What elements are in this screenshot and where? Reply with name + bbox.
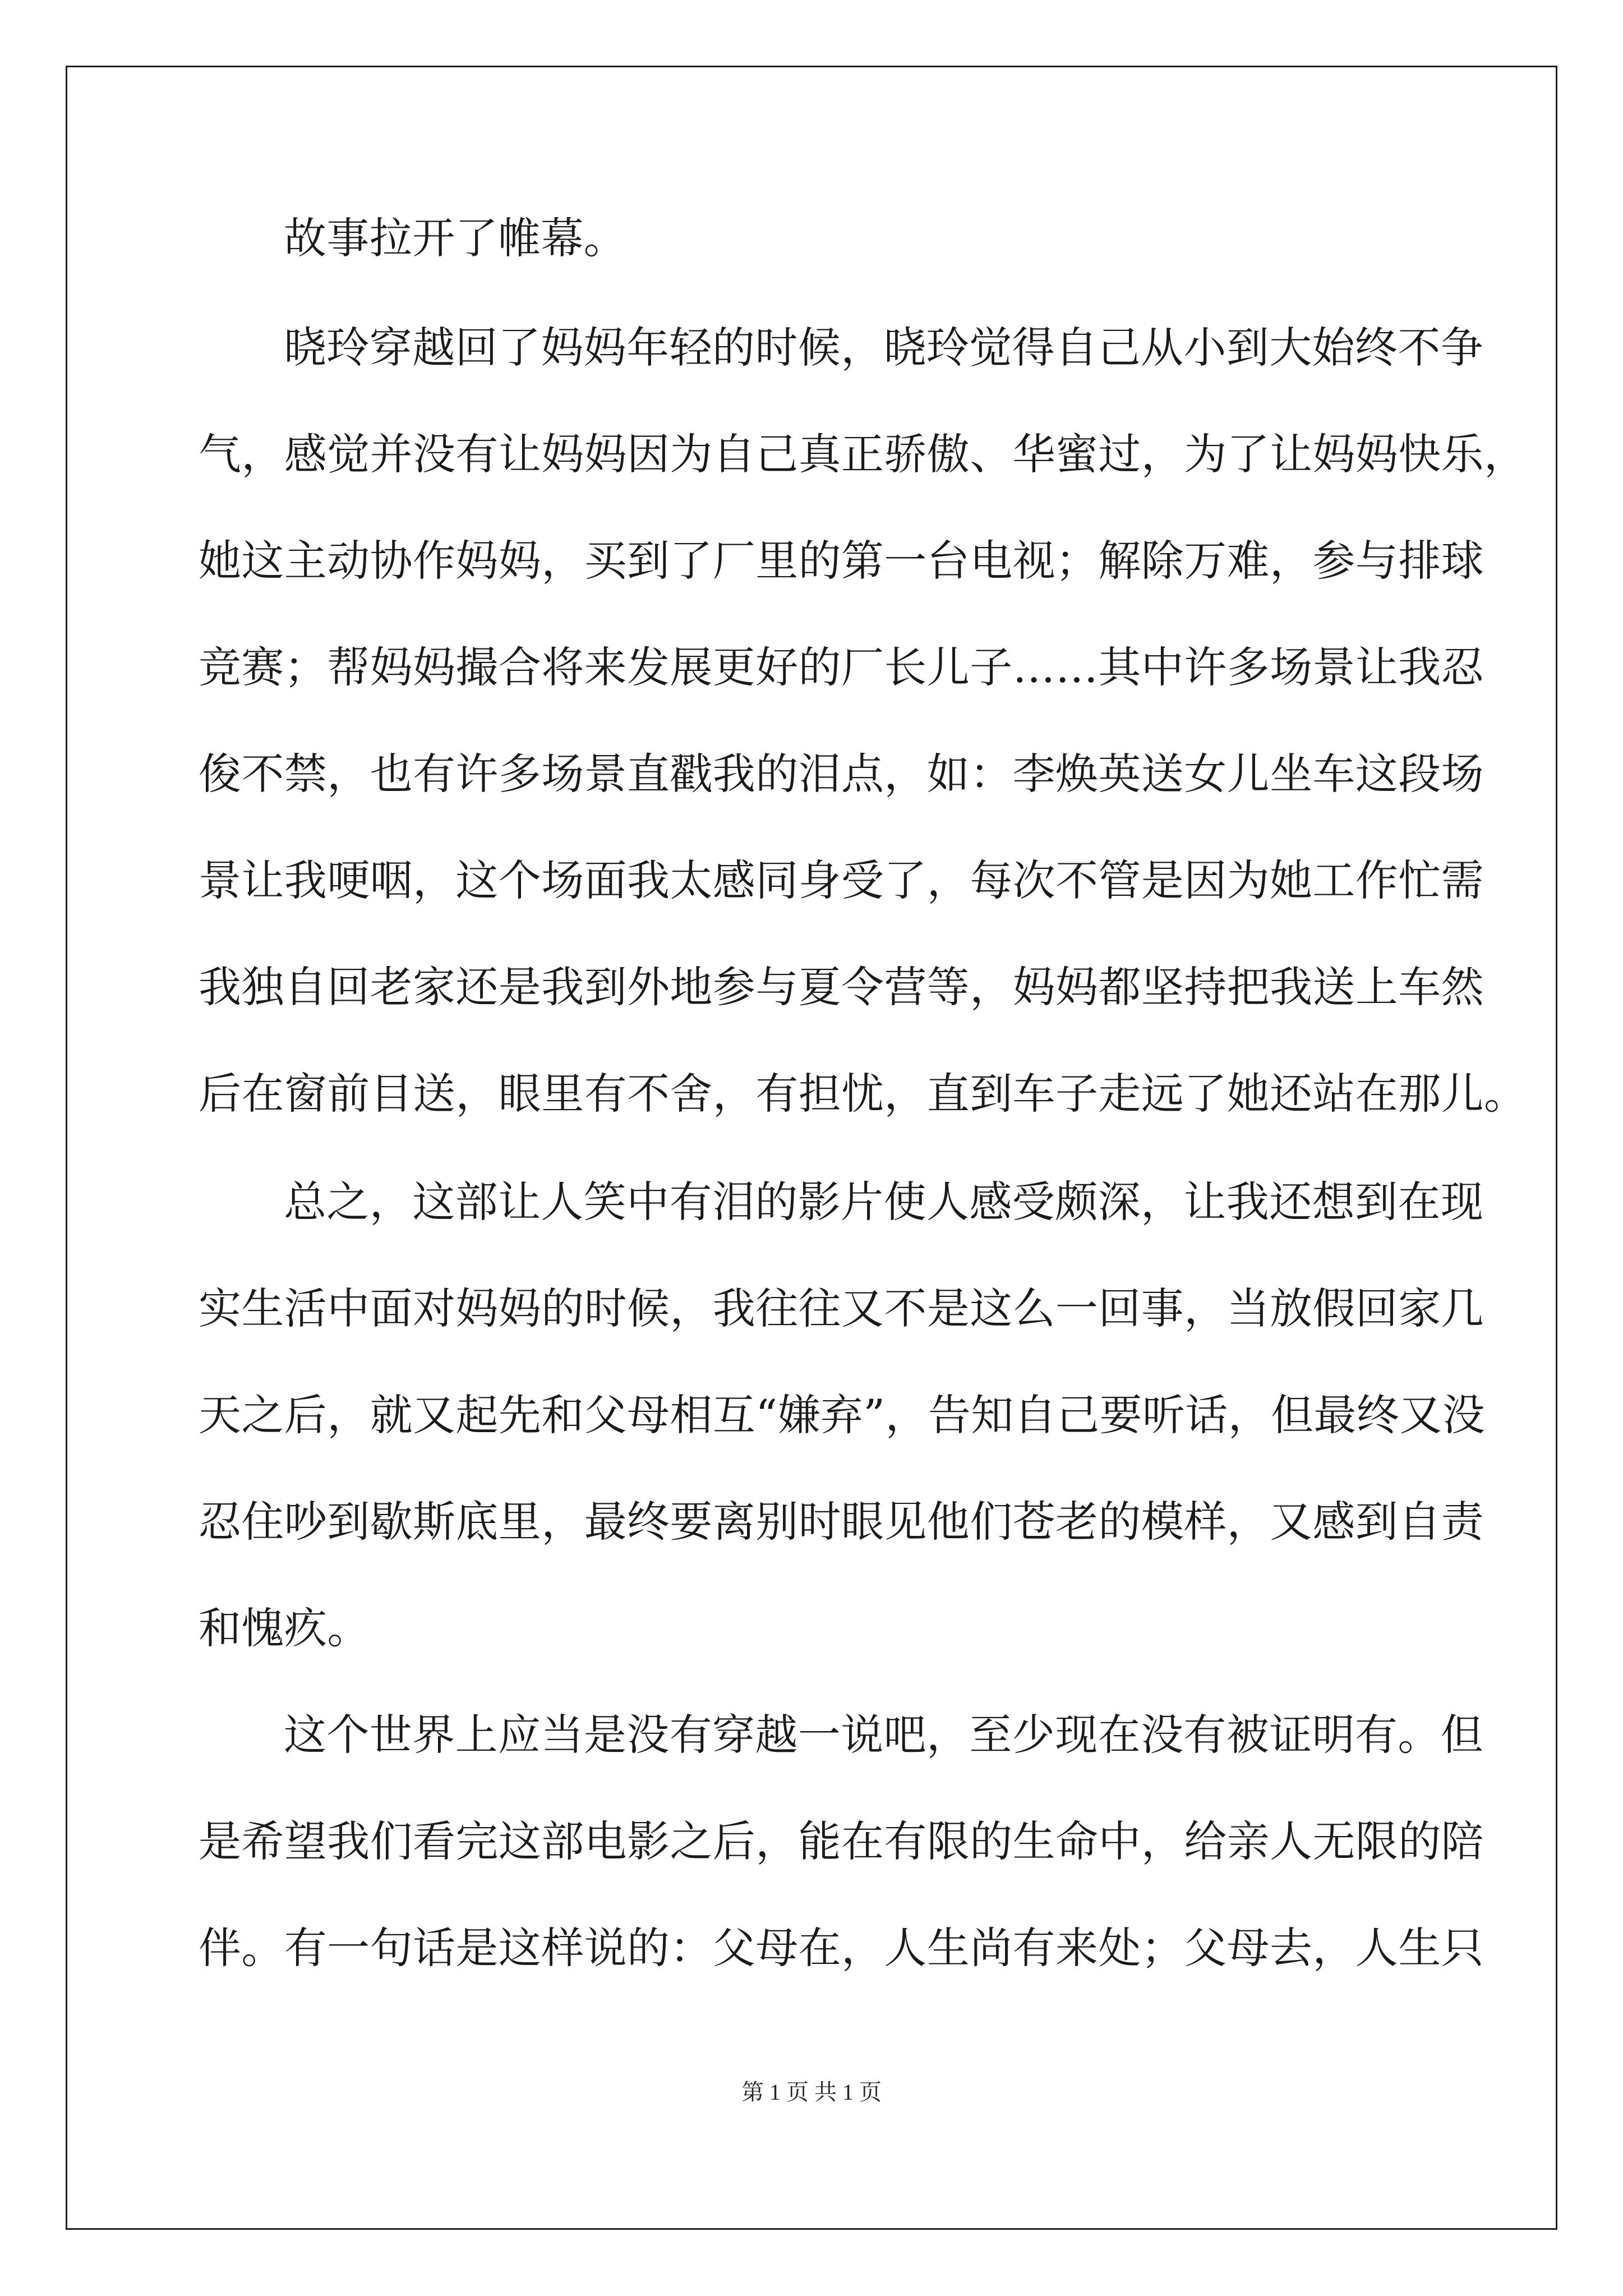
text-line: 竞赛；帮妈妈撮合将来发展更好的厂长儿子……其中许多场景让我忍	[199, 642, 1484, 692]
text-line: 和愧疚。	[199, 1603, 370, 1653]
text-line: 伴。有一句话是这样说的：父母在，人生尚有来处；父母去，人生只	[199, 1923, 1484, 1973]
text-line: 是希望我们看完这部电影之后，能在有限的生命中，给亲人无限的陪	[199, 1816, 1484, 1866]
text-line: 我独自回老家还是我到外地参与夏令营等，妈妈都坚持把我送上车然	[199, 962, 1484, 1012]
text-line: 晓玲穿越回了妈妈年轻的时候，晓玲觉得自己从小到大始终不争	[284, 323, 1484, 372]
text-line: 实生活中面对妈妈的时候，我往往又不是这么一回事，当放假回家几	[199, 1283, 1484, 1333]
text-line: 气，感觉并没有让妈妈因为自己真正骄傲、华蜜过，为了让妈妈快乐，	[199, 429, 1527, 479]
text-line: 忍住吵到歇斯底里，最终要离别时眼见他们苍老的模样，又感到自责	[199, 1497, 1484, 1547]
text-line: 故事拉开了帷幕。	[284, 213, 627, 263]
text-line: 她这主动协作妈妈，买到了厂里的第一台电视；解除万难，参与排球	[199, 536, 1484, 586]
text-line: 这个世界上应当是没有穿越一说吧，至少现在没有被证明有。但	[284, 1710, 1484, 1760]
page-border	[66, 66, 1557, 2230]
text-line: 总之，这部让人笑中有泪的影片使人感受颇深，让我还想到在现	[284, 1177, 1484, 1227]
page-number-footer: 第 1 页 共 1 页	[741, 2079, 882, 2105]
text-line: 后在窗前目送，眼里有不舍，有担忧，直到车子走远了她还站在那儿。	[199, 1069, 1527, 1119]
text-line: 天之后，就又起先和父母相互“嫌弃”，告知自己要听话，但最终又没	[199, 1390, 1486, 1440]
text-line: 景让我哽咽，这个场面我太感同身受了，每次不管是因为她工作忙需	[199, 855, 1484, 905]
text-line: 俊不禁，也有许多场景直戳我的泪点，如：李焕英送女儿坐车这段场	[199, 749, 1484, 799]
